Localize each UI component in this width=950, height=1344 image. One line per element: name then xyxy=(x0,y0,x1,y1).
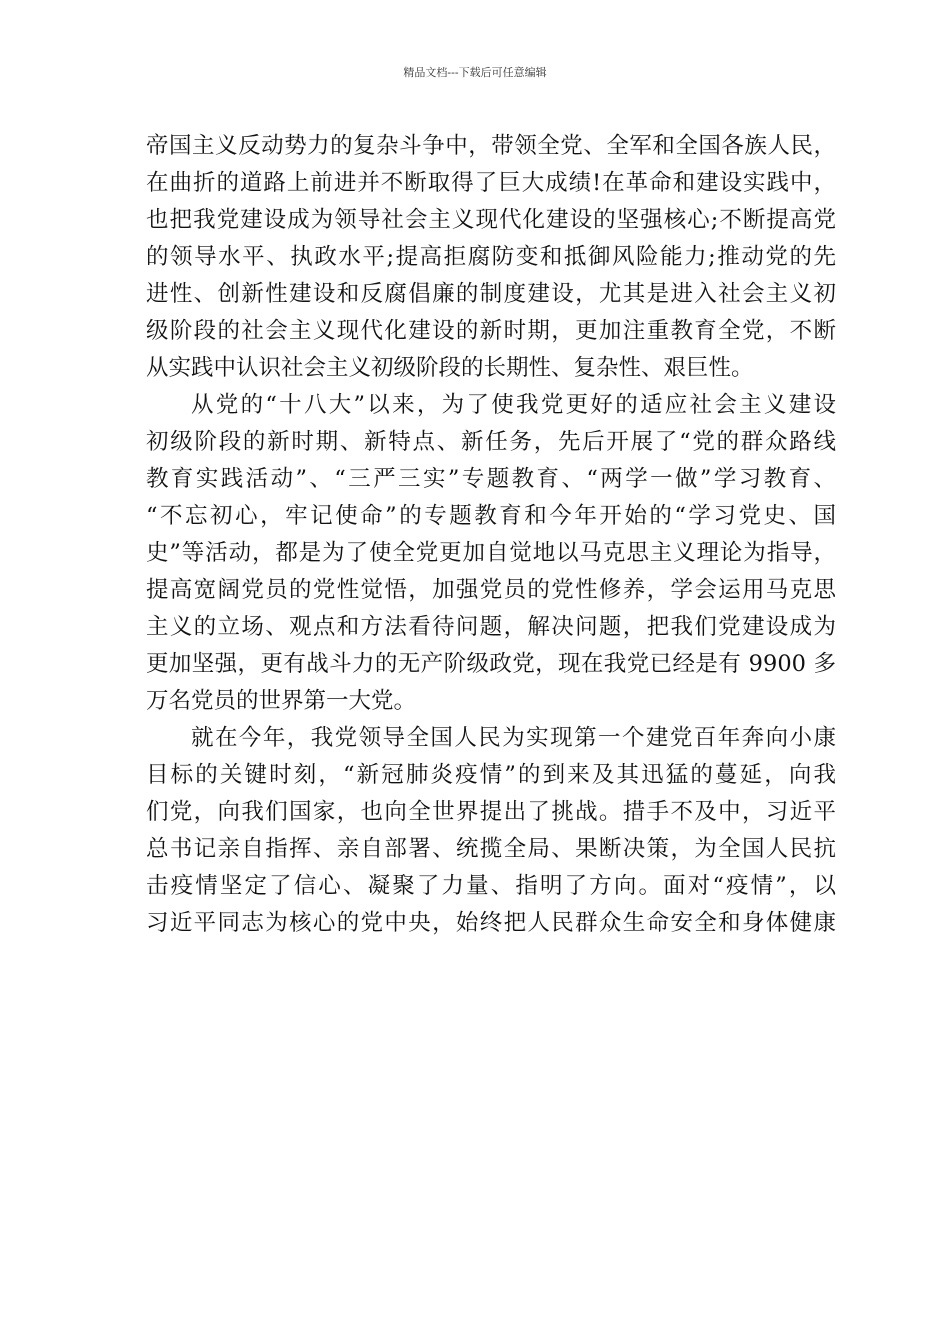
text-line: 教育实践活动”、“三严三实”专题教育、“两学一做”学习教育、 xyxy=(146,466,836,492)
text-line: “不忘初心，牢记使命”的专题教育和今年开始的“学习党史、国 xyxy=(146,503,836,529)
text-line: 级阶段的社会主义现代化建设的新时期，更加注重教育全党，不断 xyxy=(146,318,836,344)
text-line: 初级阶段的新时期、新特点、新任务，先后开展了“党的群众路线 xyxy=(146,429,836,455)
text-line: 们党，向我们国家，也向全世界提出了挑战。措手不及中，习近平 xyxy=(146,799,836,825)
paragraph-3 xyxy=(146,720,836,942)
text-line: 习近平同志为核心的党中央，始终把人民群众生命安全和身体健康 xyxy=(146,910,836,936)
text-line: 更加坚强，更有战斗力的无产阶级政党，现在我党已经是有 9900 多 xyxy=(146,651,836,677)
text-line: 从实践中认识社会主义初级阶段的长期性、复杂性、艰巨性。 xyxy=(146,355,754,381)
text-line: 就在今年，我党领导全国人民为实现第一个建党百年奔向小康 xyxy=(191,725,836,751)
text-line: 从党的“十八大”以来，为了使我党更好的适应社会主义建设 xyxy=(191,392,836,418)
text-line: 帝国主义反动势力的复杂斗争中，带领全党、全军和全国各族人民， xyxy=(146,133,836,159)
text-line: 进性、创新性建设和反腐倡廉的制度建设，尤其是进入社会主义初 xyxy=(146,281,836,307)
text-line: 目标的关键时刻，“新冠肺炎疫情”的到来及其迅猛的蔓延，向我 xyxy=(146,762,836,788)
text-line: 万名党员的世界第一大党。 xyxy=(146,688,417,714)
text-line: 史”等活动，都是为了使全党更加自觉地以马克思主义理论为指导， xyxy=(146,540,836,566)
text-line: 的领导水平、执政水平;提高拒腐防变和抵御风险能力;推动党的先 xyxy=(146,244,836,270)
paragraph-2 xyxy=(146,387,836,720)
text-line: 也把我党建设成为领导社会主义现代化建设的坚强核心;不断提高党 xyxy=(146,207,836,233)
paragraph-1 xyxy=(146,128,836,387)
document-body xyxy=(146,128,836,942)
text-line: 总书记亲自指挥、亲自部署、统揽全局、果断决策，为全国人民抗 xyxy=(146,836,836,862)
text-line: 在曲折的道路上前进并不断取得了巨大成绩!在革命和建设实践中， xyxy=(146,170,836,196)
text-line: 提高宽阔党员的党性觉悟，加强党员的党性修养，学会运用马克思 xyxy=(146,577,836,603)
text-line: 击疫情坚定了信心、凝聚了力量、指明了方向。面对“疫情”，以 xyxy=(146,873,836,899)
text-line: 主义的立场、观点和方法看待问题，解决问题，把我们党建设成为 xyxy=(146,614,836,640)
page-header: 精品文档---下载后可任意编辑 xyxy=(403,66,547,79)
